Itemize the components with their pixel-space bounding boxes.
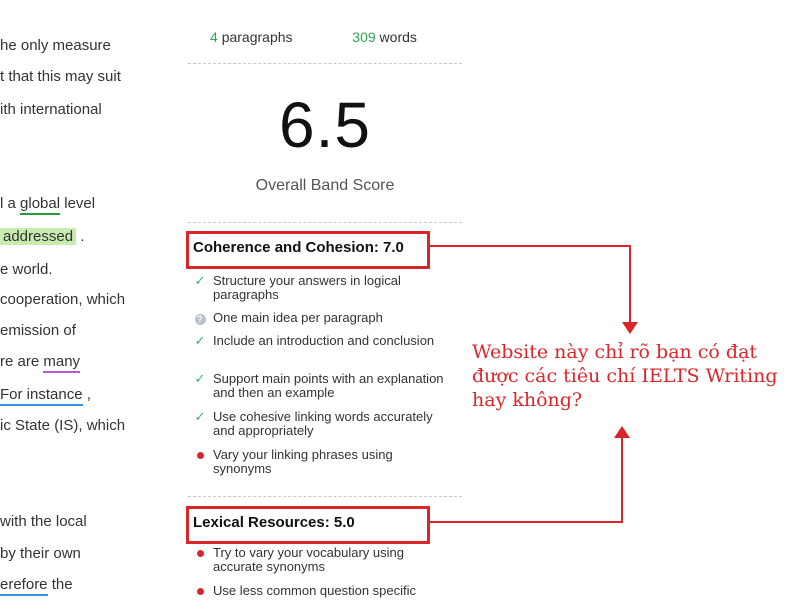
essay-line: he only measure	[0, 37, 111, 54]
check-icon: ✓	[194, 273, 206, 288]
divider	[188, 496, 462, 497]
criterion-item: ✓ Use cohesive linking words accurately and appropriately	[194, 409, 433, 438]
criterion-item: Try to vary your vocabulary using accurate synonyms	[193, 546, 453, 574]
highlight-word[interactable]: For instance	[0, 386, 83, 406]
divider	[188, 222, 462, 223]
highlight-word[interactable]: erefore	[0, 576, 48, 596]
essay-stats	[210, 29, 417, 45]
check-icon: ✓	[194, 371, 206, 386]
criterion-item: ✓ Support main points with an explanation and then an example	[194, 371, 444, 400]
highlight-word[interactable]: many	[43, 353, 80, 373]
essay-line: ith international	[0, 101, 102, 118]
arrow-down-icon	[622, 322, 638, 334]
criterion-item: Use less common question specific	[193, 584, 453, 598]
red-dot-icon	[197, 452, 204, 459]
essay-line: l a global level	[0, 195, 95, 212]
essay-line: by their own	[0, 545, 81, 562]
overall-score-label: Overall Band Score	[255, 177, 395, 194]
annotation-note: Website này chỉ rõ bạn có đạt được các tiêu chí IELTS Writing hay không?	[472, 341, 778, 411]
word-label: words	[379, 29, 417, 45]
info-icon: ?	[195, 314, 206, 325]
essay-line: For instance ,	[0, 386, 91, 403]
essay-line: addressed .	[0, 228, 84, 245]
criterion-item: ✓ Include an introduction and conclusion	[194, 333, 435, 348]
essay-line: e world.	[0, 261, 53, 278]
divider	[188, 63, 462, 64]
paragraph-label: paragraphs	[221, 29, 293, 45]
red-dot-icon	[197, 550, 204, 557]
overall-score: 6.5	[279, 89, 371, 161]
connector-line	[629, 245, 631, 325]
essay-line: t that this may suit	[0, 68, 121, 85]
highlight-word[interactable]: global	[20, 195, 60, 215]
essay-line: ic State (IS), which	[0, 417, 126, 434]
paragraph-count: 4	[210, 29, 218, 45]
red-dot-icon	[197, 588, 204, 595]
essay-line: emission of	[0, 322, 76, 339]
connector-line	[427, 245, 630, 247]
connector-line	[621, 437, 623, 523]
check-icon: ✓	[194, 409, 206, 424]
criterion-item: ? One main idea per paragraph	[193, 311, 453, 325]
coherence-title[interactable]: Coherence and Cohesion: 7.0	[193, 239, 404, 256]
word-count: 309	[352, 29, 376, 45]
lexical-title[interactable]: Lexical Resources: 5.0	[193, 514, 355, 531]
connector-line	[427, 521, 622, 523]
essay-line: cooperation, which	[0, 291, 126, 308]
essay-line: with the local	[0, 513, 87, 530]
arrow-up-icon	[614, 426, 630, 438]
essay-line: erefore the	[0, 576, 73, 593]
criterion-item: Vary your linking phrases using synonyms	[193, 448, 453, 476]
criterion-item: ✓ Structure your answers in logical paragraphs	[194, 273, 401, 302]
essay-line: re are many	[0, 353, 80, 370]
check-icon: ✓	[194, 333, 206, 348]
highlight-phrase[interactable]: addressed	[0, 228, 76, 245]
